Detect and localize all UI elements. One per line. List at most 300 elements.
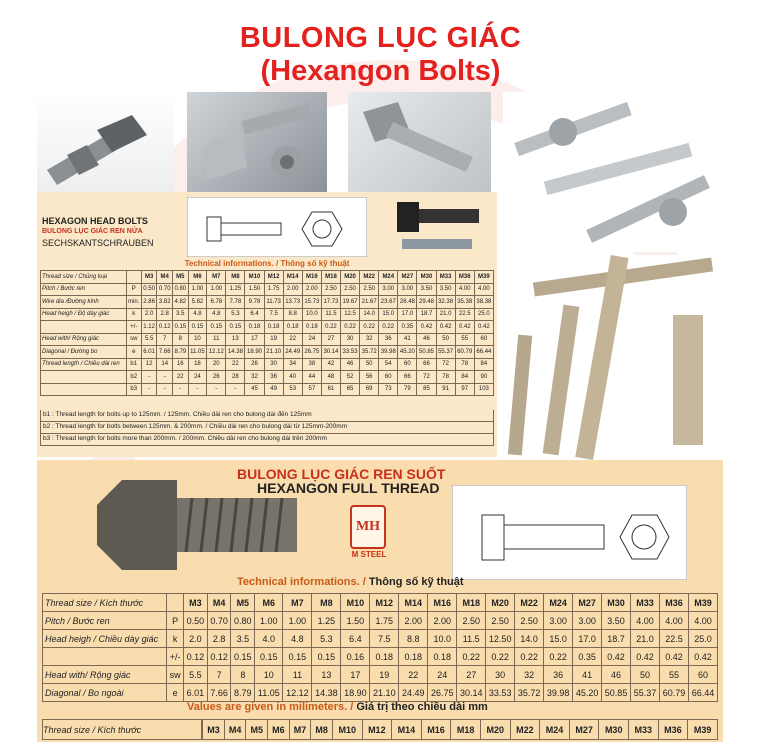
table-cell: 39.98 bbox=[544, 684, 573, 702]
row-label: Head heigh / Chiều dày giác bbox=[43, 630, 167, 648]
table-cell: 0.16 bbox=[341, 648, 370, 666]
table-cell: 2.50 bbox=[515, 612, 544, 630]
table-cell: 0.70 bbox=[207, 612, 231, 630]
table-cell: 32 bbox=[515, 666, 544, 684]
row-label: Diagonal / Đường bo bbox=[41, 346, 127, 359]
table-cell: 1.75 bbox=[264, 283, 283, 296]
table-cell: 73 bbox=[379, 383, 398, 396]
table-cell: 19.67 bbox=[341, 296, 360, 309]
table-cell: 0.22 bbox=[544, 648, 573, 666]
table-cell: 35.72 bbox=[360, 346, 379, 359]
table-cell: 7 bbox=[157, 333, 173, 346]
table-cell: M36 bbox=[455, 271, 474, 284]
table-cell: M36 bbox=[660, 594, 689, 612]
table-cell: 3.00 bbox=[544, 612, 573, 630]
table-cell: - bbox=[141, 371, 157, 384]
full-thread-band-en: Technical informations. / bbox=[237, 576, 366, 588]
table-cell: M16 bbox=[428, 594, 457, 612]
half-thread-title-vn: BULONG LỤC GIÁC REN NỬA bbox=[42, 228, 143, 235]
table-cell: 11 bbox=[207, 333, 226, 346]
table-cell: 5.3 bbox=[226, 308, 245, 321]
table-cell: 66.44 bbox=[688, 684, 717, 702]
table-cell: 0.18 bbox=[399, 648, 428, 666]
table-cell: 85 bbox=[417, 383, 436, 396]
table-cell: 79 bbox=[398, 383, 417, 396]
table-cell: 0.15 bbox=[255, 648, 283, 666]
table-cell: M12 bbox=[362, 720, 392, 740]
table-cell: M22 bbox=[510, 720, 540, 740]
table-row bbox=[43, 630, 718, 648]
table-cell: 2.00 bbox=[399, 612, 428, 630]
bolt-photo-5 bbox=[503, 255, 734, 460]
table-cell: 14.38 bbox=[226, 346, 245, 359]
table-cell: 25.0 bbox=[474, 308, 493, 321]
half-thread-note-b2: b2 : Thread length for bolts between 125mm. & 200mm. / Chiều dài ren cho bulong dài từ 125mm-200mm bbox=[40, 422, 494, 434]
table-cell: 3.00 bbox=[398, 283, 417, 296]
table-cell: 2.0 bbox=[184, 630, 208, 648]
table-cell: M10 bbox=[341, 594, 370, 612]
table-cell: 21.10 bbox=[370, 684, 399, 702]
table-cell: 36 bbox=[379, 333, 398, 346]
table-cell: 0.42 bbox=[602, 648, 631, 666]
table-cell: 6.01 bbox=[184, 684, 208, 702]
table-cell: 4.00 bbox=[631, 612, 660, 630]
table-cell: 7 bbox=[207, 666, 231, 684]
table-cell: 26.48 bbox=[398, 296, 417, 309]
table-cell: 11.05 bbox=[255, 684, 283, 702]
table-cell: 21.67 bbox=[360, 296, 379, 309]
table-cell: 15.73 bbox=[302, 296, 321, 309]
table-cell: 1.50 bbox=[245, 283, 264, 296]
table-cell: M22 bbox=[360, 271, 379, 284]
table-cell: 17.73 bbox=[321, 296, 340, 309]
table-cell: 17.0 bbox=[398, 308, 417, 321]
table-cell: M33 bbox=[436, 271, 455, 284]
table-cell: 26 bbox=[245, 358, 264, 371]
row-unit: b1 bbox=[126, 358, 141, 371]
table-cell: 8 bbox=[173, 333, 189, 346]
table-cell: M24 bbox=[544, 594, 573, 612]
table-cell: 0.15 bbox=[188, 321, 207, 334]
table-cell: 3.50 bbox=[436, 283, 455, 296]
table-cell: 14.38 bbox=[312, 684, 341, 702]
table-cell: 1.75 bbox=[370, 612, 399, 630]
table-cell: 4.8 bbox=[207, 308, 226, 321]
table-cell: M39 bbox=[474, 271, 493, 284]
table-cell: 1.50 bbox=[341, 612, 370, 630]
table-cell: M7 bbox=[289, 720, 311, 740]
half-thread-band: Technical informations. / Thông số kỹ thuật bbox=[184, 259, 350, 268]
table-cell: 0.15 bbox=[207, 321, 226, 334]
table-cell: 8 bbox=[231, 666, 255, 684]
table-cell: M8 bbox=[312, 594, 341, 612]
table-cell: 42 bbox=[321, 358, 340, 371]
table-cell: M6 bbox=[255, 594, 283, 612]
table-cell: 50 bbox=[360, 358, 379, 371]
table-cell: M36 bbox=[658, 720, 688, 740]
table-cell: M20 bbox=[486, 594, 515, 612]
table-cell: 60 bbox=[688, 666, 717, 684]
table-cell: M6 bbox=[188, 271, 207, 284]
table-cell: 30.14 bbox=[321, 346, 340, 359]
row-label bbox=[41, 383, 127, 396]
table-row bbox=[41, 271, 494, 284]
table-cell: 17.0 bbox=[573, 630, 602, 648]
row-label bbox=[41, 321, 127, 334]
page-subtitle: (Hexangon Bolts) bbox=[260, 55, 501, 87]
half-thread-title-en: HEXAGON HEAD BOLTS bbox=[42, 216, 148, 226]
row-unit: +/- bbox=[126, 321, 141, 334]
table-cell: 25.0 bbox=[688, 630, 717, 648]
table-cell: 0.80 bbox=[231, 612, 255, 630]
table-cell: 12.12 bbox=[207, 346, 226, 359]
table-cell: 8.8 bbox=[399, 630, 428, 648]
full-thread-table bbox=[42, 593, 718, 702]
table-cell: 2.50 bbox=[360, 283, 379, 296]
table-cell: 26.75 bbox=[302, 346, 321, 359]
table-cell: 52 bbox=[341, 371, 360, 384]
table-cell: M12 bbox=[370, 594, 399, 612]
table-cell: 41 bbox=[573, 666, 602, 684]
table-cell: 2.50 bbox=[486, 612, 515, 630]
table-cell: 0.22 bbox=[486, 648, 515, 666]
table-cell: 15.0 bbox=[544, 630, 573, 648]
table-row bbox=[41, 283, 494, 296]
table-cell: 13.73 bbox=[283, 296, 302, 309]
table-cell: 55 bbox=[660, 666, 689, 684]
table-cell: 0.22 bbox=[515, 648, 544, 666]
table-cell: 10 bbox=[255, 666, 283, 684]
table-cell: 24 bbox=[428, 666, 457, 684]
table-cell: 5.82 bbox=[188, 296, 207, 309]
half-thread-panel bbox=[37, 192, 497, 457]
table-cell: - bbox=[157, 371, 173, 384]
table-cell: 22 bbox=[173, 371, 189, 384]
table-cell: 6.4 bbox=[341, 630, 370, 648]
table-cell: 7.5 bbox=[264, 308, 283, 321]
table-cell: - bbox=[226, 383, 245, 396]
table-cell: 3.00 bbox=[573, 612, 602, 630]
table-cell: 9.78 bbox=[245, 296, 264, 309]
table-cell: 26.75 bbox=[428, 684, 457, 702]
table-cell: 11.5 bbox=[321, 308, 340, 321]
table-cell: M20 bbox=[341, 271, 360, 284]
values-note-en: Values are given in milimeters. / bbox=[187, 701, 354, 713]
table-cell: 10.0 bbox=[302, 308, 321, 321]
full-thread-band-vn: Thông số kỹ thuật bbox=[368, 576, 464, 588]
table-cell: 30 bbox=[486, 666, 515, 684]
table-cell: 56 bbox=[360, 371, 379, 384]
table-cell: M16 bbox=[421, 720, 451, 740]
table-cell: 60.79 bbox=[660, 684, 689, 702]
table-cell: 18.7 bbox=[417, 308, 436, 321]
row-unit: sw bbox=[126, 333, 141, 346]
table-cell: 0.50 bbox=[141, 283, 157, 296]
table-cell: 21.0 bbox=[436, 308, 455, 321]
table-cell: 0.15 bbox=[173, 321, 189, 334]
table-cell: M14 bbox=[399, 594, 428, 612]
row-label: Thread size / Kích thước bbox=[43, 594, 167, 612]
table-cell: 0.15 bbox=[312, 648, 341, 666]
table-cell: 4.0 bbox=[255, 630, 283, 648]
table-cell: 18.90 bbox=[341, 684, 370, 702]
table-cell: 0.22 bbox=[360, 321, 379, 334]
table-cell: 22 bbox=[283, 333, 302, 346]
table-cell: 17 bbox=[245, 333, 264, 346]
table-cell: 0.42 bbox=[417, 321, 436, 334]
table-cell: 0.15 bbox=[283, 648, 312, 666]
table-cell: 32.38 bbox=[436, 296, 455, 309]
table-cell: M27 bbox=[398, 271, 417, 284]
table-cell: 7.5 bbox=[370, 630, 399, 648]
table-cell: 4.00 bbox=[474, 283, 493, 296]
table-cell: 3.50 bbox=[602, 612, 631, 630]
table-cell: 66 bbox=[398, 371, 417, 384]
table-cell: 30.14 bbox=[457, 684, 486, 702]
table-cell: 97 bbox=[455, 383, 474, 396]
table-cell: 1.00 bbox=[283, 612, 312, 630]
table-cell: 29.48 bbox=[417, 296, 436, 309]
table-row bbox=[41, 308, 494, 321]
table-cell: 0.18 bbox=[302, 321, 321, 334]
table-row bbox=[43, 594, 718, 612]
table-cell: 46 bbox=[341, 358, 360, 371]
row-unit: b3 bbox=[126, 383, 141, 396]
table-cell: 60 bbox=[379, 371, 398, 384]
table-cell: 3.50 bbox=[417, 283, 436, 296]
table-cell: - bbox=[173, 383, 189, 396]
table-cell: 0.12 bbox=[157, 321, 173, 334]
table-cell: 2.50 bbox=[457, 612, 486, 630]
table-cell: 0.18 bbox=[283, 321, 302, 334]
mh-logo: MH bbox=[350, 505, 386, 549]
table-cell: 1.25 bbox=[312, 612, 341, 630]
table-cell: M14 bbox=[392, 720, 422, 740]
table-cell: 1.00 bbox=[255, 612, 283, 630]
table-cell: M33 bbox=[629, 720, 659, 740]
table-cell: 66.44 bbox=[474, 346, 493, 359]
table-cell: 6.78 bbox=[207, 296, 226, 309]
table-cell: 55.37 bbox=[631, 684, 660, 702]
table-cell: 6.4 bbox=[245, 308, 264, 321]
table-cell: 27 bbox=[457, 666, 486, 684]
table-cell: 14 bbox=[157, 358, 173, 371]
table-cell: 57 bbox=[302, 383, 321, 396]
table-row bbox=[43, 684, 718, 702]
table-cell: 45.20 bbox=[398, 346, 417, 359]
table-cell: 0.22 bbox=[457, 648, 486, 666]
table-cell: 45.20 bbox=[573, 684, 602, 702]
table-cell: 0.15 bbox=[226, 321, 245, 334]
table-cell: 22.5 bbox=[455, 308, 474, 321]
table-cell: M18 bbox=[457, 594, 486, 612]
table-cell: 53 bbox=[283, 383, 302, 396]
table-cell: 0.18 bbox=[428, 648, 457, 666]
table-cell: M5 bbox=[173, 271, 189, 284]
table-cell: 18 bbox=[188, 358, 207, 371]
table-cell: 0.12 bbox=[207, 648, 231, 666]
table-cell: 0.18 bbox=[245, 321, 264, 334]
table-cell: M39 bbox=[688, 594, 717, 612]
table-row bbox=[41, 321, 494, 334]
table-cell: 17 bbox=[341, 666, 370, 684]
mh-logo-text: M STEEL bbox=[351, 550, 387, 559]
table-cell: 16 bbox=[173, 358, 189, 371]
table-cell: 22 bbox=[226, 358, 245, 371]
table-cell: 24.49 bbox=[283, 346, 302, 359]
table-cell: 4.82 bbox=[173, 296, 189, 309]
table-cell: 41 bbox=[398, 333, 417, 346]
table-cell: 4.8 bbox=[283, 630, 312, 648]
table-cell: 34 bbox=[283, 358, 302, 371]
row-unit: min. bbox=[126, 296, 141, 309]
table-cell: 3.5 bbox=[231, 630, 255, 648]
table-cell: 46 bbox=[602, 666, 631, 684]
table-cell: 30 bbox=[264, 358, 283, 371]
table-cell: 0.35 bbox=[398, 321, 417, 334]
table-cell: 14.0 bbox=[360, 308, 379, 321]
table-cell: 0.22 bbox=[321, 321, 340, 334]
table-row bbox=[41, 371, 494, 384]
table-row bbox=[41, 346, 494, 359]
table-cell: 78 bbox=[455, 358, 474, 371]
table-cell: M3 bbox=[141, 271, 157, 284]
table-cell: 40 bbox=[283, 371, 302, 384]
table-cell: 11.05 bbox=[188, 346, 207, 359]
table-row bbox=[41, 383, 494, 396]
table-cell: 11.73 bbox=[264, 296, 283, 309]
table-cell: 0.42 bbox=[474, 321, 493, 334]
table-cell: M24 bbox=[540, 720, 570, 740]
row-unit: e bbox=[126, 346, 141, 359]
bottom-size-table bbox=[42, 719, 718, 740]
table-cell: M6 bbox=[268, 720, 290, 740]
full-thread-drawing bbox=[452, 485, 687, 580]
table-cell: 2.00 bbox=[283, 283, 302, 296]
table-cell: M10 bbox=[332, 720, 362, 740]
table-cell: 22 bbox=[399, 666, 428, 684]
table-cell: 2.00 bbox=[428, 612, 457, 630]
table-cell: 36 bbox=[264, 371, 283, 384]
row-label: Diagonal / Bo ngoài bbox=[43, 684, 167, 702]
table-cell: M27 bbox=[569, 720, 599, 740]
table-cell: 60 bbox=[474, 333, 493, 346]
table-cell: 2.86 bbox=[141, 296, 157, 309]
table-cell: 11.5 bbox=[457, 630, 486, 648]
table-cell: 60 bbox=[398, 358, 417, 371]
table-cell: M4 bbox=[224, 720, 246, 740]
table-cell: 12.5 bbox=[341, 308, 360, 321]
table-cell: M10 bbox=[245, 271, 264, 284]
table-cell: 3.00 bbox=[379, 283, 398, 296]
table-cell: 19 bbox=[264, 333, 283, 346]
table-cell: 3.82 bbox=[157, 296, 173, 309]
table-row bbox=[43, 720, 718, 740]
table-cell: 23.67 bbox=[379, 296, 398, 309]
table-cell: 8.8 bbox=[283, 308, 302, 321]
table-cell: 72 bbox=[417, 371, 436, 384]
row-unit: k bbox=[126, 308, 141, 321]
table-cell: M33 bbox=[631, 594, 660, 612]
table-cell: 0.80 bbox=[173, 283, 189, 296]
table-cell: 0.42 bbox=[631, 648, 660, 666]
table-cell: 1.25 bbox=[226, 283, 245, 296]
table-cell: 2.8 bbox=[207, 630, 231, 648]
table-cell: 50.85 bbox=[417, 346, 436, 359]
table-cell: 20 bbox=[207, 358, 226, 371]
table-cell: 84 bbox=[455, 371, 474, 384]
table-cell: 1.00 bbox=[188, 283, 207, 296]
table-cell: 24 bbox=[302, 333, 321, 346]
row-label: Pitch / Bước ren bbox=[41, 283, 127, 296]
table-cell: 50 bbox=[631, 666, 660, 684]
table-cell: 0.42 bbox=[455, 321, 474, 334]
table-cell: 2.8 bbox=[157, 308, 173, 321]
table-cell: 7.66 bbox=[157, 346, 173, 359]
table-cell: 0.18 bbox=[264, 321, 283, 334]
table-cell: 0.50 bbox=[184, 612, 208, 630]
table-cell: 48 bbox=[321, 371, 340, 384]
bolt-photo-1 bbox=[37, 90, 174, 192]
table-cell: 61 bbox=[321, 383, 340, 396]
table-cell: M30 bbox=[602, 594, 631, 612]
row-label bbox=[43, 648, 167, 666]
table-cell: 33.53 bbox=[486, 684, 515, 702]
table-cell: 21.0 bbox=[631, 630, 660, 648]
table-cell: 46 bbox=[417, 333, 436, 346]
table-cell: 0.70 bbox=[157, 283, 173, 296]
row-unit: P bbox=[167, 612, 184, 630]
table-cell: 36 bbox=[544, 666, 573, 684]
table-cell: 1.12 bbox=[141, 321, 157, 334]
full-thread-band bbox=[237, 576, 464, 588]
full-thread-title-en: HEXANGON FULL THREAD bbox=[257, 480, 440, 496]
half-thread-note-b3: b3 : Thread length for bolts more than 200mm. / 200mm. Chiều dài ren cho bulong dài trên 200mm bbox=[40, 434, 494, 446]
table-cell: - bbox=[188, 383, 207, 396]
table-row bbox=[41, 358, 494, 371]
table-cell: 1.00 bbox=[207, 283, 226, 296]
table-cell: 2.50 bbox=[341, 283, 360, 296]
table-cell: 54 bbox=[379, 358, 398, 371]
table-cell: 18.7 bbox=[602, 630, 631, 648]
table-cell: M3 bbox=[203, 720, 225, 740]
table-cell: 103 bbox=[474, 383, 493, 396]
table-cell: 55.37 bbox=[436, 346, 455, 359]
table-cell: 8.79 bbox=[231, 684, 255, 702]
table-cell: M7 bbox=[207, 271, 226, 284]
table-cell: M8 bbox=[226, 271, 245, 284]
table-cell: 0.35 bbox=[573, 648, 602, 666]
full-thread-title-vn: BULONG LỤC GIÁC REN SUỐT bbox=[237, 466, 446, 482]
table-cell: 2.0 bbox=[141, 308, 157, 321]
table-cell: 12.50 bbox=[486, 630, 515, 648]
table-cell: 30 bbox=[341, 333, 360, 346]
page-title: BULONG LỤC GIÁC bbox=[239, 22, 522, 54]
table-cell: 10 bbox=[188, 333, 207, 346]
table-cell: 22.5 bbox=[660, 630, 689, 648]
table-cell: 4.00 bbox=[455, 283, 474, 296]
table-cell: 2.50 bbox=[321, 283, 340, 296]
table-cell: 91 bbox=[436, 383, 455, 396]
table-cell: 14.0 bbox=[515, 630, 544, 648]
half-thread-table bbox=[40, 270, 494, 396]
table-cell: 65 bbox=[341, 383, 360, 396]
table-cell: 0.18 bbox=[370, 648, 399, 666]
table-cell: M5 bbox=[231, 594, 255, 612]
table-cell: 5.3 bbox=[312, 630, 341, 648]
table-cell: 12 bbox=[141, 358, 157, 371]
half-thread-note-b1: b1 : Thread length for bolts up to 125mm. / 125mm. Chiều dài ren cho bulong dài đến 125mm bbox=[40, 410, 494, 422]
